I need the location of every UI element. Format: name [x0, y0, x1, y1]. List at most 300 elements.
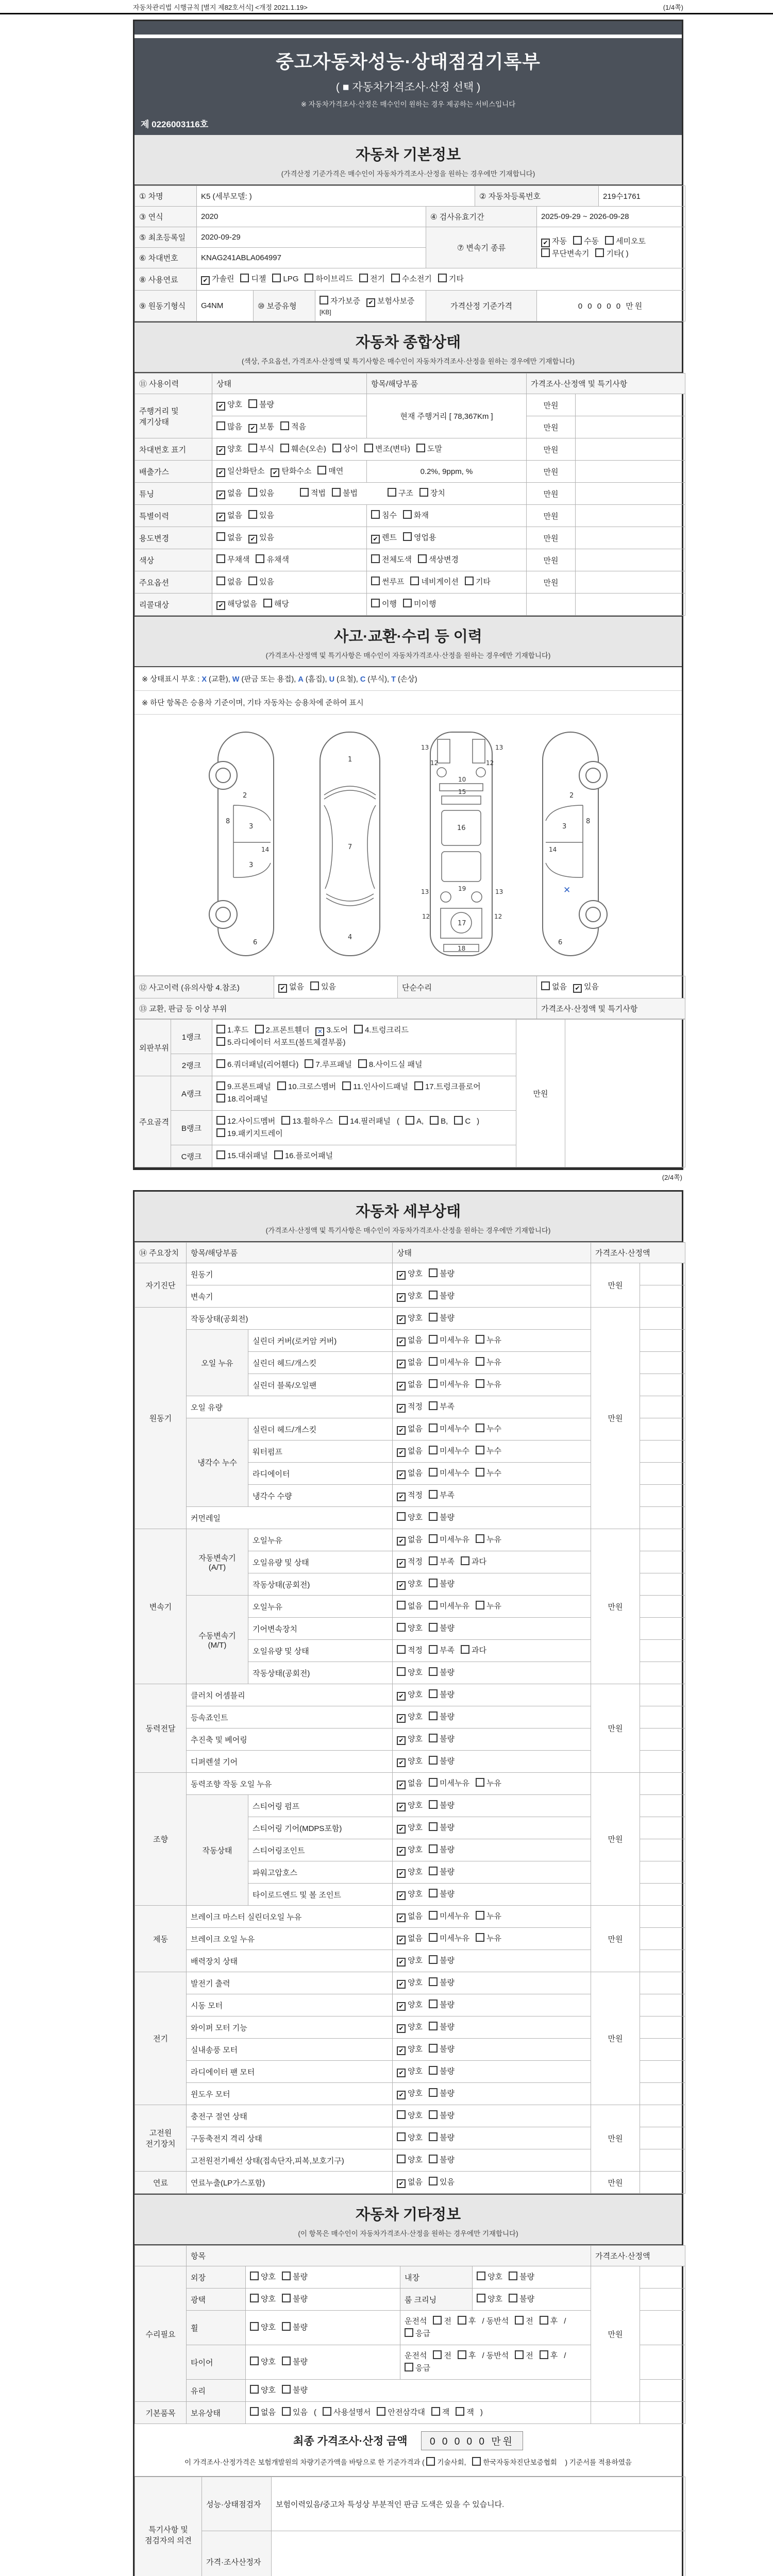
checkbox-부족[interactable] — [429, 1490, 438, 1499]
checkbox-불량[interactable] — [429, 1734, 438, 1742]
checkbox-미세누유[interactable] — [429, 1534, 438, 1543]
checkbox-label: 불량 — [440, 1801, 455, 1810]
checkbox-양호[interactable] — [250, 2322, 259, 2331]
svg-text:10: 10 — [458, 776, 466, 783]
checkbox-없음[interactable]: ✔ — [397, 1913, 406, 1922]
checkbox-8.사이드실 패널[interactable] — [358, 1059, 367, 1068]
check-item — [397, 1711, 423, 1723]
checkbox-양호[interactable] — [250, 2385, 259, 2394]
checkbox-기타[interactable] — [465, 577, 474, 585]
checkbox-매연[interactable] — [317, 466, 326, 474]
checkbox-미세누수[interactable] — [429, 1423, 438, 1432]
remark-cell — [640, 1795, 685, 1817]
checkbox-양호[interactable] — [250, 2272, 259, 2280]
checkbox-3.도어[interactable]: ✕ — [315, 1027, 324, 1036]
checkbox-label: 없음 — [227, 578, 242, 586]
checkbox-label: 15.대쉬패널 — [227, 1151, 268, 1160]
checkbox-label: 10.크로스멤버 — [288, 1082, 337, 1091]
table-row — [135, 1020, 685, 1054]
checkbox-썬루프[interactable] — [371, 577, 380, 585]
checkbox-가솔린[interactable]: ✔ — [201, 276, 210, 285]
checkbox-누수[interactable] — [476, 1423, 484, 1432]
checkbox-10.크로스멤버[interactable] — [277, 1081, 286, 1090]
checkbox-label: 불량 — [440, 2156, 455, 2164]
checkbox-4.트렁크리드[interactable] — [354, 1025, 363, 1033]
checkbox-불량[interactable] — [429, 1955, 438, 1964]
check-item — [216, 1128, 283, 1140]
checkbox-일산화탄소[interactable]: ✔ — [216, 468, 225, 477]
checkbox-불량[interactable] — [429, 1800, 438, 1809]
checkbox-불량[interactable] — [429, 1579, 438, 1587]
checkbox-미세누유[interactable] — [429, 1778, 438, 1787]
checkbox-하이브리드[interactable] — [305, 274, 313, 282]
checkbox-탄화수소[interactable]: ✔ — [271, 468, 279, 477]
checkbox-불량[interactable] — [509, 2272, 517, 2280]
checkbox-수소전기[interactable] — [391, 274, 400, 282]
checkbox-변조(변타)[interactable] — [364, 444, 373, 452]
checkbox-label: 무단변속기 — [552, 249, 590, 258]
check-item — [429, 1711, 455, 1723]
checkbox-양호[interactable]: ✔ — [397, 1803, 406, 1811]
checkbox-label: 양호 — [408, 1845, 423, 1854]
checkbox-누유[interactable] — [476, 1911, 484, 1920]
checkbox-불량[interactable] — [429, 1711, 438, 1720]
checkbox-미세누수[interactable] — [429, 1446, 438, 1454]
checkbox-불량[interactable] — [429, 2110, 438, 2119]
field-label: 가격산정 기준가격 — [426, 291, 537, 321]
item-label: 광택 — [187, 2289, 246, 2311]
column-header: 가격조사·산정액 및 특기사항 — [527, 374, 685, 394]
checkbox-양호[interactable]: ✔ — [397, 2046, 406, 2055]
checkbox-한국자동차진단보증협회[interactable] — [472, 2457, 481, 2466]
checkbox-label: 있음 — [259, 489, 274, 498]
check-item — [429, 1999, 455, 2011]
check-item — [280, 443, 326, 455]
checkbox-양호[interactable] — [477, 2272, 485, 2280]
checkbox-양호[interactable]: ✔ — [397, 1271, 406, 1280]
checkbox-부식[interactable] — [248, 444, 257, 452]
checkbox-불량[interactable] — [429, 1999, 438, 2008]
check-item — [429, 1800, 455, 1812]
section-basic — [133, 20, 683, 1170]
check-item — [255, 1024, 310, 1037]
checkbox-도말[interactable] — [416, 444, 425, 452]
checkbox-양호[interactable]: ✔ — [397, 1581, 406, 1590]
checkbox-누유[interactable] — [476, 1534, 484, 1543]
checkbox-양호[interactable] — [397, 1512, 406, 1521]
check-item — [429, 1910, 469, 1923]
checkbox-불량[interactable] — [429, 2155, 438, 2163]
check-item — [240, 273, 266, 285]
checkbox-누수[interactable] — [476, 1446, 484, 1454]
checkbox-많음[interactable] — [216, 421, 225, 430]
item-label: 실내송풍 모터 — [187, 2039, 393, 2061]
checkbox-적정[interactable] — [397, 1645, 406, 1654]
checkbox-12.사이드멤버[interactable] — [216, 1116, 225, 1125]
checkbox-응급[interactable] — [405, 2328, 413, 2337]
checkbox-5.라디에이터 서포트(볼트체결부품)[interactable] — [216, 1037, 225, 1046]
checkbox-과다[interactable] — [461, 1556, 469, 1565]
checkbox-label: 양호 — [227, 400, 242, 409]
checkbox-구조[interactable] — [388, 488, 396, 497]
check-item: 운전석 — [405, 2317, 427, 2326]
checkbox-전기[interactable] — [359, 274, 368, 282]
checkbox-없음[interactable]: ✔ — [397, 1426, 406, 1435]
checkbox-A,[interactable] — [406, 1116, 414, 1125]
item-label: 오일유량 및 상태 — [248, 1640, 393, 1662]
checkbox-18.리어패널[interactable] — [216, 1094, 225, 1103]
checkbox-영업용[interactable] — [403, 532, 412, 541]
sub-group-label: 수동변속기 (M/T) — [187, 1596, 248, 1684]
checkbox-상이[interactable] — [332, 444, 341, 452]
checkbox-없음[interactable]: ✔ — [397, 1470, 406, 1479]
checkbox-유채색[interactable] — [256, 554, 264, 563]
checkbox-미세누수[interactable] — [429, 1468, 438, 1477]
checkbox-양호[interactable]: ✔ — [397, 1315, 406, 1324]
checkbox-렌트[interactable]: ✔ — [371, 535, 380, 544]
checkbox-있음[interactable] — [248, 510, 257, 519]
check-item — [274, 1150, 333, 1162]
row-label: 배출가스 — [135, 461, 212, 483]
check-item — [397, 1334, 423, 1347]
checkbox-B,[interactable] — [430, 1116, 439, 1125]
checkbox-미세누유[interactable] — [429, 1379, 438, 1388]
checkbox-불량[interactable] — [248, 399, 257, 408]
check-item — [476, 1379, 501, 1391]
checkbox-불량[interactable] — [429, 1822, 438, 1831]
checkbox-후[interactable] — [540, 2350, 548, 2359]
checkbox-양호[interactable] — [397, 1623, 406, 1632]
checkbox-label: 불량 — [440, 1314, 455, 1323]
check-item — [403, 510, 429, 522]
check-item — [248, 576, 274, 588]
checkbox-양호[interactable]: ✔ — [216, 402, 225, 411]
check-item — [300, 487, 326, 500]
checkbox-안전삼각대[interactable] — [377, 2407, 385, 2416]
checkbox-6.쿼더패널(리어휀다)[interactable] — [216, 1059, 225, 1068]
row-label: ⑬ 교환, 판금 등 이상 부위 — [135, 998, 537, 1019]
checkbox-불량[interactable] — [429, 1512, 438, 1521]
checkbox-해당[interactable] — [263, 599, 272, 607]
checkbox-불량[interactable] — [429, 2022, 438, 2030]
checkbox-불량[interactable] — [282, 2272, 291, 2280]
check-item — [250, 2384, 276, 2397]
checkbox-네비게이션[interactable] — [410, 577, 419, 585]
checkbox-양호[interactable]: ✔ — [397, 1825, 406, 1834]
checkbox-불량[interactable] — [429, 1756, 438, 1765]
checkbox-해당없음[interactable]: ✔ — [216, 601, 225, 610]
table-row — [135, 291, 685, 321]
checkbox-양호[interactable]: ✔ — [397, 1714, 406, 1723]
checkbox-없음[interactable]: ✔ — [397, 1781, 406, 1789]
checkbox-없음[interactable]: ✔ — [397, 1537, 406, 1546]
checkbox-없음[interactable] — [216, 532, 225, 541]
checkbox-색상변경[interactable] — [418, 554, 427, 563]
checkbox-보험사보증[interactable]: ✔ — [366, 298, 375, 307]
checkbox-양호[interactable]: ✔ — [397, 2091, 406, 2099]
checkbox-19.패키지트레이[interactable] — [216, 1128, 225, 1137]
checkbox-있음[interactable]: ✔ — [573, 984, 582, 993]
checkbox-무단변속기[interactable] — [541, 248, 550, 257]
checkbox-1.후드[interactable] — [216, 1025, 225, 1033]
checkbox-없음[interactable]: ✔ — [397, 1360, 406, 1368]
checkbox-미세누유[interactable] — [429, 1601, 438, 1609]
checkbox-불량[interactable] — [429, 1889, 438, 1897]
remark-cell — [576, 461, 685, 483]
checkbox-이행[interactable] — [371, 599, 380, 607]
checkbox-불량[interactable] — [429, 1623, 438, 1632]
check-item — [339, 1115, 391, 1128]
checkbox-양호[interactable]: ✔ — [397, 2024, 406, 2033]
checkbox-누유[interactable] — [476, 1335, 484, 1344]
price-cell: 만원 — [591, 2266, 640, 2402]
checkbox-기술사회,[interactable] — [426, 2457, 435, 2466]
checkbox-미이행[interactable] — [403, 599, 412, 607]
checkbox-불량[interactable] — [429, 1867, 438, 1875]
checkbox-불량[interactable] — [282, 2357, 291, 2365]
checkbox-16.플로어패널[interactable] — [274, 1150, 283, 1159]
checkbox-기타( )[interactable] — [595, 248, 604, 257]
checkbox-양호[interactable] — [397, 2110, 406, 2119]
check-item — [250, 2271, 276, 2283]
checkbox-label: 양호 — [408, 1668, 423, 1677]
rank2-checks — [212, 1054, 516, 1076]
checkbox-양호[interactable] — [397, 2155, 406, 2163]
check-item — [429, 2021, 455, 2033]
checkbox-훼손(오손)[interactable] — [280, 444, 289, 452]
checkbox-양호[interactable]: ✔ — [397, 1847, 406, 1856]
remark-cell — [640, 1928, 685, 1950]
column-header: 항목/해당부품 — [187, 1243, 393, 1263]
checkbox-양호[interactable]: ✔ — [397, 1891, 406, 1900]
checkbox-후[interactable] — [458, 2316, 466, 2325]
checkbox-잭[interactable] — [456, 2407, 464, 2416]
checkbox-양호[interactable]: ✔ — [397, 2002, 406, 2011]
checkbox-불량[interactable] — [429, 2132, 438, 2141]
checkbox-적정[interactable]: ✔ — [397, 1404, 406, 1413]
holding-checks — [246, 2402, 591, 2424]
remark-cell — [640, 1573, 685, 1596]
checkbox-9.프론트패널[interactable] — [216, 1081, 225, 1090]
checkbox-자가보증[interactable] — [320, 296, 328, 304]
checkbox-보통[interactable]: ✔ — [248, 424, 257, 433]
checkbox-있음[interactable] — [310, 981, 319, 990]
checkbox-불량[interactable] — [282, 2385, 291, 2394]
check-item — [429, 1423, 469, 1435]
usage-change-type-checks — [367, 527, 527, 549]
checkbox-양호[interactable]: ✔ — [397, 1958, 406, 1967]
checkbox-양호[interactable]: ✔ — [397, 2069, 406, 2077]
checkbox-불량[interactable] — [429, 1977, 438, 1986]
checkbox-양호[interactable]: ✔ — [397, 1692, 406, 1701]
checkbox-14.필러패널[interactable] — [339, 1116, 348, 1125]
checkbox-없음[interactable] — [250, 2407, 259, 2416]
checkbox-15.대쉬패널[interactable] — [216, 1150, 225, 1159]
checkbox-불량[interactable] — [282, 2294, 291, 2302]
check-item — [397, 1755, 423, 1768]
checkbox-미세누유[interactable] — [429, 1357, 438, 1366]
checkbox-수동[interactable] — [573, 236, 582, 245]
checkbox-불량[interactable] — [429, 1291, 438, 1299]
remark-cell — [576, 571, 685, 594]
checkbox-label: 불량 — [440, 1956, 455, 1965]
checkbox-무채색[interactable] — [216, 554, 225, 563]
status-checks — [393, 1839, 591, 1861]
checkbox-있음[interactable] — [248, 577, 257, 585]
checkbox-양호[interactable] — [397, 2132, 406, 2141]
status-checks — [393, 1263, 591, 1285]
checkbox-미세누유[interactable] — [429, 1335, 438, 1344]
checkbox-label: 잭 — [442, 2408, 450, 2417]
checkbox-불량[interactable] — [429, 2088, 438, 2097]
check-item — [397, 1401, 423, 1413]
checkbox-없음[interactable] — [541, 981, 550, 990]
checkbox-미세누유[interactable] — [429, 1933, 438, 1942]
checkbox-침수[interactable] — [371, 510, 380, 519]
checkbox-부족[interactable] — [429, 1645, 438, 1654]
table-row — [135, 2402, 685, 2424]
checkbox-17.트렁크플로어[interactable] — [414, 1081, 423, 1090]
table-row — [135, 1263, 685, 1285]
checkbox-있음[interactable] — [282, 2407, 291, 2416]
checkbox-있음[interactable] — [248, 488, 257, 497]
checkbox-label: 전 — [444, 2351, 451, 2360]
checkbox-양호[interactable]: ✔ — [397, 1293, 406, 1302]
checkbox-있음[interactable] — [429, 2177, 438, 2185]
remark-cell — [640, 2172, 685, 2194]
checkbox-부족[interactable] — [429, 1556, 438, 1565]
checkbox-2.프론트휀더[interactable] — [255, 1025, 264, 1033]
checkbox-자동[interactable]: ✔ — [541, 239, 550, 247]
checkbox-7.루프패널[interactable] — [305, 1059, 313, 1068]
checkbox-전체도색[interactable] — [371, 554, 380, 563]
checkbox-누유[interactable] — [476, 1357, 484, 1366]
checkbox-양호[interactable]: ✔ — [397, 1869, 406, 1878]
checkbox-label: 무채색 — [227, 555, 250, 564]
checkbox-없음[interactable]: ✔ — [397, 1936, 406, 1944]
checkbox-13.휠하우스[interactable] — [281, 1116, 290, 1125]
remark-cell — [576, 594, 685, 616]
checkbox-미세누유[interactable] — [429, 1911, 438, 1920]
checkbox-불량[interactable] — [509, 2294, 517, 2302]
checkbox-불량[interactable] — [429, 2066, 438, 2075]
checkbox-없음[interactable]: ✔ — [216, 490, 225, 499]
checkbox-양호[interactable]: ✔ — [397, 1758, 406, 1767]
checkbox-전[interactable] — [433, 2316, 442, 2325]
checkbox-양호[interactable] — [397, 1667, 406, 1676]
special-history-type-checks — [367, 505, 527, 527]
checkbox-부족[interactable] — [429, 1401, 438, 1410]
checkbox-전[interactable] — [515, 2350, 524, 2359]
checkbox-디젤[interactable] — [240, 274, 249, 282]
checkbox-장치[interactable] — [419, 488, 428, 497]
check-item — [429, 1334, 469, 1347]
checkbox-양호[interactable] — [250, 2294, 259, 2302]
checkbox-양호[interactable]: ✔ — [397, 1736, 406, 1745]
checkbox-label: 없음 — [261, 2408, 276, 2417]
checkbox-불량[interactable] — [429, 1844, 438, 1853]
checkbox-화재[interactable] — [403, 510, 412, 519]
checkbox-불량[interactable] — [429, 1268, 438, 1277]
checkbox-후[interactable] — [458, 2350, 466, 2359]
checkbox-있음[interactable]: ✔ — [248, 535, 257, 544]
remark-cell — [576, 549, 685, 571]
checkbox-불법[interactable] — [332, 488, 341, 497]
inspector-opinion-text: 보험이력있음/중고차 특성상 부분적인 판금 도색은 있을 수 있습니다. — [272, 2477, 685, 2531]
checkbox-누유[interactable] — [476, 1601, 484, 1609]
checkbox-사용설명서[interactable] — [323, 2407, 331, 2416]
checkbox-누유[interactable] — [476, 1379, 484, 1388]
checkbox-양호[interactable]: ✔ — [216, 446, 225, 455]
checkbox-기타[interactable] — [438, 274, 447, 282]
checkbox-적음[interactable] — [280, 421, 289, 430]
checkbox-label: 양호 — [261, 2358, 276, 2366]
check-item — [397, 1423, 423, 1435]
checkbox-누수[interactable] — [476, 1468, 484, 1477]
check-item: ) — [477, 1117, 480, 1126]
checkbox-불량[interactable] — [429, 1667, 438, 1676]
checkbox-전[interactable] — [433, 2350, 442, 2359]
checkbox-없음[interactable]: ✔ — [397, 1448, 406, 1457]
checkbox-없음[interactable]: ✔ — [397, 2179, 406, 2188]
checkbox-label: 9.프론트패널 — [227, 1082, 271, 1091]
check-item — [397, 1733, 423, 1745]
checkbox-없음[interactable]: ✔ — [216, 513, 225, 521]
checkbox-응급[interactable] — [405, 2363, 413, 2371]
checkbox-없음[interactable]: ✔ — [278, 984, 287, 993]
checkbox-없음[interactable]: ✔ — [397, 1382, 406, 1391]
checkbox-양호[interactable]: ✔ — [397, 1980, 406, 1989]
checkbox-전[interactable] — [515, 2316, 524, 2325]
check-item — [397, 1955, 423, 1967]
checkbox-label: 불량 — [440, 2111, 455, 2120]
checkbox-없음[interactable] — [216, 577, 225, 585]
check-item — [397, 1910, 423, 1923]
tire-position-checks — [400, 2345, 591, 2380]
checkbox-적정[interactable]: ✔ — [397, 1559, 406, 1568]
checkbox-불량[interactable] — [429, 1313, 438, 1321]
checkbox-양호[interactable] — [250, 2357, 259, 2365]
checkbox-없음[interactable]: ✔ — [397, 1337, 406, 1346]
checkbox-불량[interactable] — [282, 2322, 291, 2331]
column-header: 가격조사·산정액 — [591, 1243, 685, 1263]
checkbox-불량[interactable] — [429, 2044, 438, 2053]
checkbox-적정[interactable]: ✔ — [397, 1493, 406, 1501]
checkbox-세미오토[interactable] — [605, 236, 614, 245]
checkbox-양호[interactable] — [477, 2294, 485, 2302]
page-marker-1: (1/4쪽) — [663, 4, 683, 11]
row-label: 외판부위 — [135, 1020, 171, 1076]
table-row — [135, 1684, 685, 1706]
checkbox-잭[interactable] — [431, 2407, 440, 2416]
checkbox-적법[interactable] — [300, 488, 309, 497]
status-checks — [393, 1662, 591, 1684]
checkbox-label: 양호 — [408, 1580, 423, 1588]
price-cell: 만원 — [591, 1972, 640, 2105]
checkbox-과다[interactable] — [461, 1645, 469, 1654]
checkbox-불량[interactable] — [429, 1689, 438, 1698]
checkbox-LPG[interactable] — [272, 274, 281, 282]
remark-cell — [640, 2061, 685, 2083]
checkbox-후[interactable] — [540, 2316, 548, 2325]
check-item — [397, 2088, 423, 2100]
checkbox-C[interactable] — [454, 1116, 463, 1125]
checkbox-11.인사이드패널[interactable] — [342, 1081, 351, 1090]
checkbox-누유[interactable] — [476, 1933, 484, 1942]
checkbox-label: 탄화수소 — [281, 467, 312, 476]
checkbox-없음[interactable] — [397, 1601, 406, 1609]
checkbox-누유[interactable] — [476, 1778, 484, 1787]
